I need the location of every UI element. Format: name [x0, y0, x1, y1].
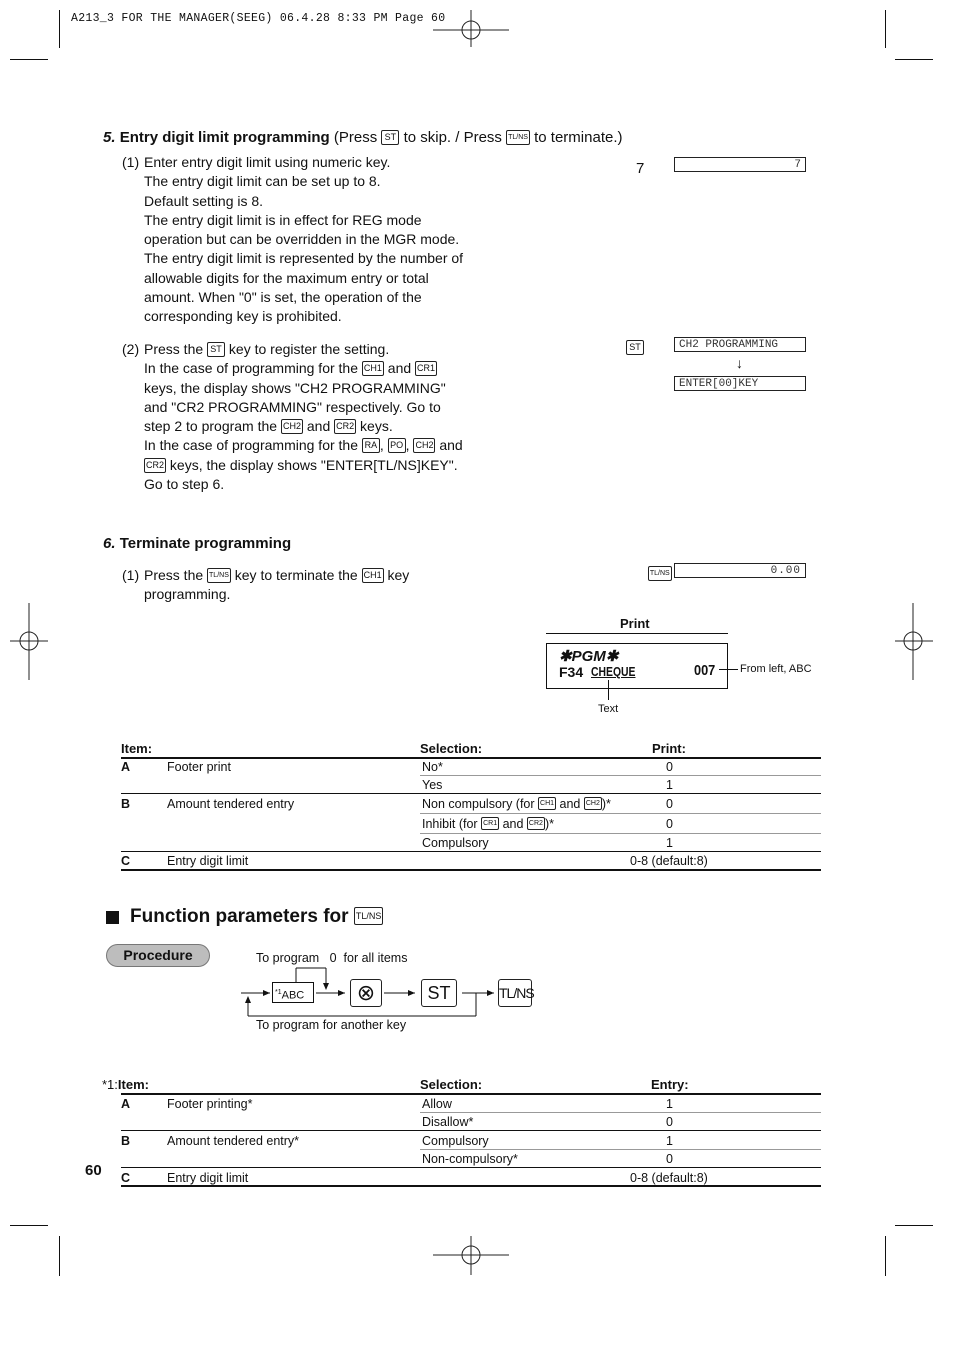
ch2-key-icon: CH2	[413, 438, 435, 453]
receipt-name: CHEQUE	[591, 664, 636, 679]
ch1-key-icon: CH1	[538, 797, 556, 810]
tlns-key-icon: TL/NS	[498, 979, 532, 1007]
receipt-value: 007	[694, 662, 716, 679]
step5-display-1: 7	[674, 157, 806, 172]
tlns-key-icon: TL/NS	[354, 907, 384, 925]
multiply-key-icon: ⊗	[350, 979, 382, 1007]
step5-item1-text: Enter entry digit limit using numeric key. The entry digit limit can be set up to 8. Default setting is 8. The entry digit limit is in effect for REG mode operation but can be overridden in the MGR mode. The entry digit limit is represented by the number of allowable digits for the maximum entry or total amount. When "0" is set, the operation of the corresponding key is prohibited.	[144, 154, 464, 325]
print-label: Print	[620, 616, 650, 631]
ch1-key-icon: CH1	[362, 361, 384, 376]
po-key-icon: PO	[388, 438, 406, 453]
step6-item1-text: Press the TL/NS key to terminate the CH1 key programming.	[144, 567, 410, 603]
step5-display-2: CH2 PROGRAMMING	[674, 337, 806, 352]
tlns-key-icon: TL/NS	[648, 566, 672, 581]
step5-heading: 5. Entry digit limit programming (Press ST to skip. / Press TL/NS to terminate.)	[103, 129, 623, 146]
step5-item2-text: Press the ST key to register the setting. In the case of programming for the CH1 and CR1 keys, the display shows "CH2 PROGRAMMING" and "CR2 PROGRAMMING" respectively. Go to step 2 to program the CH2 and CR2 keys. In the case of programming for the RA , PO , CH2 and CR2 keys, the display shows "ENTER[TL/NS]KEY". Go to step 6.	[144, 341, 463, 493]
step5-item2-label: (2)	[122, 341, 140, 357]
receipt-code: F34	[559, 664, 584, 680]
step5-input-value: 7	[636, 160, 645, 177]
procedure-badge: Procedure	[106, 944, 210, 967]
callout-text: Text	[598, 703, 619, 715]
step5-display-3: ENTER[00]KEY	[674, 376, 806, 391]
header-code-line: A213_3 FOR THE MANAGER(SEEG) 06.4.28 8:33 PM Page 60	[71, 12, 446, 25]
flow-top-label: To program 0 for all items	[256, 951, 408, 965]
step5-item1-label: (1)	[122, 154, 140, 170]
receipt-pgm: ✱PGM✱	[559, 648, 619, 665]
cr1-key-icon: CR1	[481, 817, 499, 830]
step6-item1-label: (1)	[122, 567, 140, 583]
cr1-key-icon: CR1	[415, 361, 437, 376]
flow-bottom-label: To program for another key	[256, 1018, 407, 1032]
st-key-icon: ST	[421, 979, 457, 1007]
tlns-key-icon: TL/NS	[506, 130, 530, 145]
ch2-key-icon: CH2	[281, 419, 303, 434]
cr2-key-icon: CR2	[334, 419, 356, 434]
callout-from-left: From left, ABC	[740, 663, 812, 675]
section-title: Function parameters for TL/NS	[130, 906, 382, 927]
st-key-icon: ST	[207, 342, 225, 357]
cr2-key-icon: CR2	[144, 458, 166, 473]
step6-heading: 6. Terminate programming	[103, 535, 292, 552]
ch2-key-icon: CH2	[584, 797, 602, 810]
st-key-icon: ST	[626, 340, 644, 355]
down-arrow-icon: ↓	[736, 355, 743, 371]
ra-key-icon: RA	[362, 438, 380, 453]
page-number: 60	[85, 1162, 102, 1179]
step6-display: 0.00	[674, 563, 806, 578]
flow-input-box: $^{*1}$ABC	[272, 982, 314, 1003]
st-key-icon: ST	[381, 130, 399, 145]
cr2-key-icon: CR2	[527, 817, 545, 830]
ch1-key-icon: CH1	[362, 568, 384, 583]
tlns-key-icon: TL/NS	[207, 568, 231, 583]
